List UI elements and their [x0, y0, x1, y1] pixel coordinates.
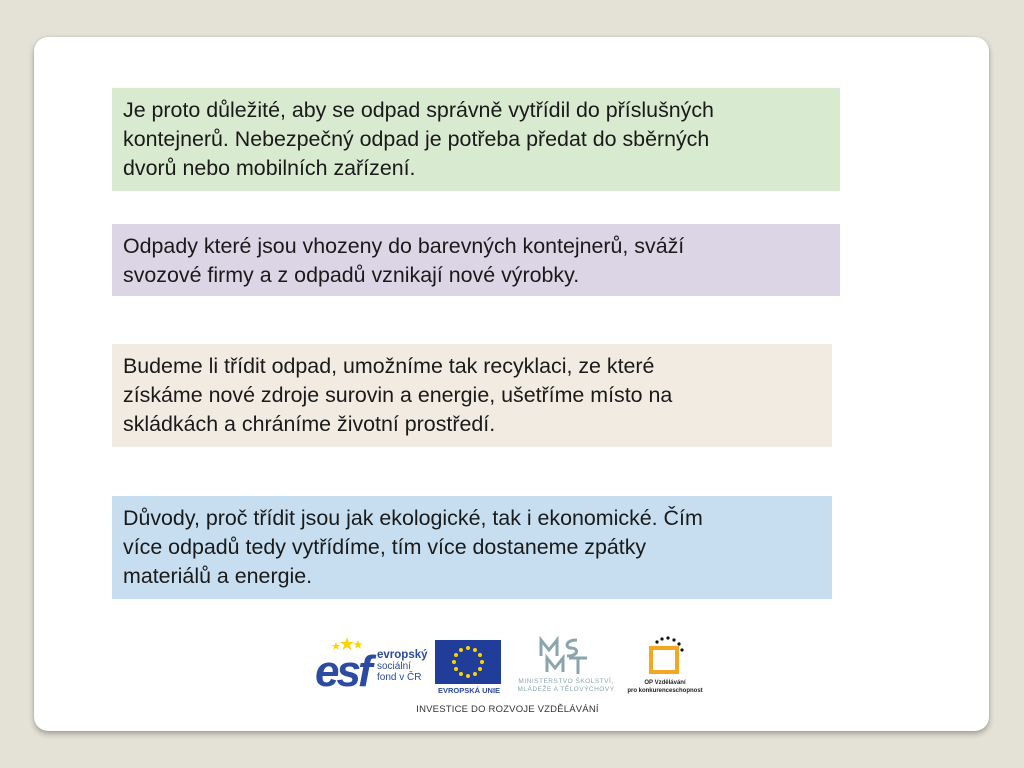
eu-label: EVROPSKÁ UNIE	[437, 686, 501, 695]
esf-caption	[377, 650, 428, 683]
op-caption-line: OP Vzdělávání	[644, 680, 686, 686]
text-line: skládkách a chráníme životní prostředí.	[123, 412, 496, 436]
text-line: Budeme li třídit odpad, umožníme tak recyklaci, ze které	[123, 354, 655, 378]
op-logo	[625, 636, 705, 698]
text-line: získáme nové zdroje surovin a energie, ušetříme místo na	[123, 383, 673, 407]
logo-strip	[305, 628, 710, 722]
text-line: dvorů nebo mobilních zařízení.	[123, 156, 416, 180]
text-box-sorting-importance	[112, 88, 840, 191]
msmt-logo-icon	[537, 636, 597, 676]
esf-logo	[315, 636, 433, 696]
msmt-logo	[507, 636, 625, 696]
text-line: kontejnerů. Nebezpečný odpad je potřeba předat do sběrných	[123, 127, 710, 151]
msmt-caption	[507, 678, 625, 694]
esf-caption-line: fond v ČR	[377, 672, 422, 683]
esf-letters: esf	[315, 647, 370, 696]
text-line: Odpady které jsou vhozeny do barevných kontejnerů, sváží	[123, 234, 685, 258]
text-line: svozové firmy a z odpadů vznikají nové výrobky.	[123, 263, 580, 287]
esf-caption-line: sociální	[377, 661, 411, 672]
text-line: Je proto důležité, aby se odpad správně vytřídil do příslušných	[123, 98, 714, 122]
msmt-caption-line: MINISTERSTVO ŠKOLSTVÍ,	[518, 678, 614, 685]
text-line: více odpadů tedy vytřídíme, tím více dostaneme zpátky	[123, 535, 647, 559]
op-caption	[625, 680, 705, 695]
eu-logo	[433, 636, 503, 696]
text-box-reasons	[112, 496, 832, 599]
op-caption-line: pro konkurenceschopnost	[627, 687, 703, 694]
esf-caption-line: evropský	[377, 649, 428, 661]
text-line: Důvody, proč třídit jsou jak ekologické, tak i ekonomické. Čím	[123, 506, 703, 530]
text-box-collection	[112, 224, 840, 296]
op-logo-icon	[643, 636, 687, 676]
text-box-recycling	[112, 344, 832, 447]
text-line: materiálů a energie.	[123, 564, 313, 588]
eu-flag-icon	[435, 640, 501, 684]
investment-footer: INVESTICE DO ROZVOJE VZDĚLÁVÁNÍ	[416, 704, 599, 715]
msmt-caption-line: MLÁDEŽE A TĚLOVÝCHOVY	[517, 686, 615, 693]
